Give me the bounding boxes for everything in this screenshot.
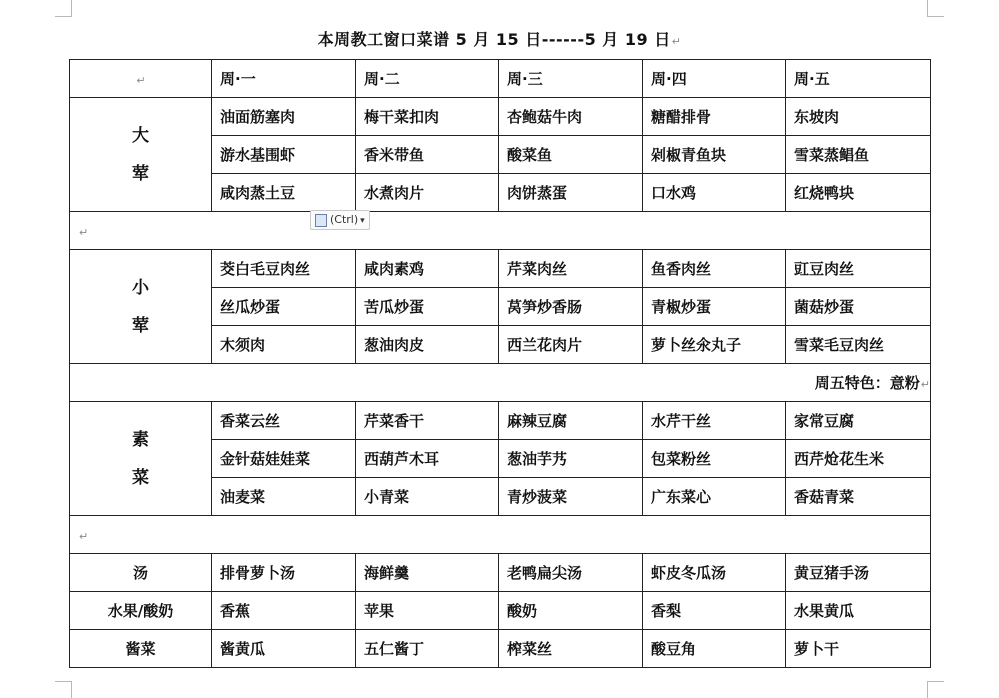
dish-cell[interactable]: 东坡肉: [786, 98, 931, 136]
dish-cell[interactable]: 老鸭扁尖汤: [499, 554, 643, 592]
dish-cell[interactable]: 木须肉: [212, 326, 356, 364]
table-row: [70, 98, 931, 136]
dish-cell[interactable]: 萝卜干: [786, 630, 931, 668]
dish-cell[interactable]: 油面筋塞肉: [212, 98, 356, 136]
dish-cell[interactable]: 排骨萝卜汤: [212, 554, 356, 592]
corner-cell[interactable]: ↵: [70, 60, 212, 98]
dish-cell[interactable]: 香菜云丝: [212, 402, 356, 440]
dish-cell[interactable]: 雪菜蒸鲳鱼: [786, 136, 931, 174]
dish-cell[interactable]: 油麦菜: [212, 478, 356, 516]
day-header[interactable]: 周·五: [786, 60, 931, 98]
dish-cell[interactable]: 杏鲍菇牛肉: [499, 98, 643, 136]
special-note: 周五特色：意粉: [814, 374, 920, 392]
dish-cell[interactable]: 虾皮冬瓜汤: [643, 554, 786, 592]
day-header[interactable]: 周·二: [356, 60, 499, 98]
crop-mark-top-left: [55, 0, 72, 17]
dish-cell[interactable]: 苹果: [356, 592, 499, 630]
dish-cell[interactable]: 梅干菜扣肉: [356, 98, 499, 136]
dish-cell[interactable]: 糖醋排骨: [643, 98, 786, 136]
dish-cell[interactable]: 咸肉蒸土豆: [212, 174, 356, 212]
dish-cell[interactable]: 海鲜羹: [356, 554, 499, 592]
table-row: [70, 250, 931, 288]
blank-cell[interactable]: ↵: [70, 516, 931, 554]
dish-cell[interactable]: 金针菇娃娃菜: [212, 440, 356, 478]
table-row: [70, 592, 931, 630]
dish-cell[interactable]: 黄豆猪手汤: [786, 554, 931, 592]
table-row: [70, 554, 931, 592]
category-char: 素: [132, 429, 149, 450]
dish-cell[interactable]: 西芹炝花生米: [786, 440, 931, 478]
blank-row: [70, 516, 931, 554]
dish-cell[interactable]: 剁椒青鱼块: [643, 136, 786, 174]
dish-cell[interactable]: 酸豆角: [643, 630, 786, 668]
menu-table: [69, 59, 931, 668]
dish-cell[interactable]: 五仁酱丁: [356, 630, 499, 668]
dish-cell[interactable]: 莴笋炒香肠: [499, 288, 643, 326]
clipboard-icon: [315, 214, 327, 227]
category-cell-fruit-yogurt[interactable]: 水果/酸奶: [70, 592, 212, 630]
dish-cell[interactable]: 西兰花肉片: [499, 326, 643, 364]
paragraph-mark: ↵: [671, 35, 682, 48]
dish-cell[interactable]: 榨菜丝: [499, 630, 643, 668]
dish-cell[interactable]: 菌菇炒蛋: [786, 288, 931, 326]
dish-cell[interactable]: 豇豆肉丝: [786, 250, 931, 288]
dish-cell[interactable]: 芹菜香干: [356, 402, 499, 440]
table-row: [70, 402, 931, 440]
header-row: [70, 60, 931, 98]
dish-cell[interactable]: 香梨: [643, 592, 786, 630]
paste-options-label: (Ctrl): [330, 213, 359, 226]
dish-cell[interactable]: 芹菜肉丝: [499, 250, 643, 288]
dish-cell[interactable]: 酱黄瓜: [212, 630, 356, 668]
dish-cell[interactable]: 雪菜毛豆肉丝: [786, 326, 931, 364]
special-note-cell[interactable]: 周五特色：意粉↵: [70, 364, 931, 402]
dish-cell[interactable]: 苦瓜炒蛋: [356, 288, 499, 326]
dish-cell[interactable]: 香菇青菜: [786, 478, 931, 516]
day-header[interactable]: 周·一: [212, 60, 356, 98]
category-char: 荤: [132, 315, 149, 336]
dish-cell[interactable]: 香蕉: [212, 592, 356, 630]
dish-cell[interactable]: 茭白毛豆肉丝: [212, 250, 356, 288]
category-cell-da-hun[interactable]: [70, 98, 212, 212]
crop-mark-bottom-left: [55, 681, 72, 698]
dish-cell[interactable]: 口水鸡: [643, 174, 786, 212]
paste-options-button[interactable]: [310, 210, 370, 230]
category-cell-su-cai[interactable]: [70, 402, 212, 516]
category-char: 小: [132, 277, 149, 298]
chevron-down-icon: ▾: [360, 216, 365, 226]
dish-cell[interactable]: 酸奶: [499, 592, 643, 630]
dish-cell[interactable]: 包菜粉丝: [643, 440, 786, 478]
category-char: 荤: [132, 163, 149, 184]
dish-cell[interactable]: 青炒菠菜: [499, 478, 643, 516]
dish-cell[interactable]: 广东菜心: [643, 478, 786, 516]
dish-cell[interactable]: 葱油芋艿: [499, 440, 643, 478]
dish-cell[interactable]: 香米带鱼: [356, 136, 499, 174]
crop-mark-bottom-right: [927, 681, 944, 698]
category-cell-soup[interactable]: 汤: [70, 554, 212, 592]
dish-cell[interactable]: 小青菜: [356, 478, 499, 516]
blank-row: [70, 212, 931, 250]
dish-cell[interactable]: 水果黄瓜: [786, 592, 931, 630]
document-title-text: 本周教工窗口菜谱 5 月 15 日------5 月 19 日: [317, 30, 671, 49]
day-header[interactable]: 周·三: [499, 60, 643, 98]
dish-cell[interactable]: 麻辣豆腐: [499, 402, 643, 440]
dish-cell[interactable]: 水芹干丝: [643, 402, 786, 440]
dish-cell[interactable]: 咸肉素鸡: [356, 250, 499, 288]
special-row: [70, 364, 931, 402]
category-char: 大: [132, 125, 149, 146]
blank-cell[interactable]: ↵: [70, 212, 931, 250]
crop-mark-top-right: [927, 0, 944, 17]
dish-cell[interactable]: 鱼香肉丝: [643, 250, 786, 288]
dish-cell[interactable]: 萝卜丝氽丸子: [643, 326, 786, 364]
day-header[interactable]: 周·四: [643, 60, 786, 98]
document-title: [0, 27, 999, 50]
dish-cell[interactable]: 肉饼蒸蛋: [499, 174, 643, 212]
category-char: 菜: [132, 467, 149, 488]
category-cell-xiao-hun[interactable]: [70, 250, 212, 364]
dish-cell[interactable]: 葱油肉皮: [356, 326, 499, 364]
table-row: [70, 630, 931, 668]
dish-cell[interactable]: 西葫芦木耳: [356, 440, 499, 478]
dish-cell[interactable]: 红烧鸭块: [786, 174, 931, 212]
category-cell-pickles[interactable]: 酱菜: [70, 630, 212, 668]
dish-cell[interactable]: 家常豆腐: [786, 402, 931, 440]
dish-cell[interactable]: 游水基围虾: [212, 136, 356, 174]
dish-cell[interactable]: 青椒炒蛋: [643, 288, 786, 326]
dish-cell[interactable]: 水煮肉片: [356, 174, 499, 212]
dish-cell[interactable]: 丝瓜炒蛋: [212, 288, 356, 326]
dish-cell[interactable]: 酸菜鱼: [499, 136, 643, 174]
